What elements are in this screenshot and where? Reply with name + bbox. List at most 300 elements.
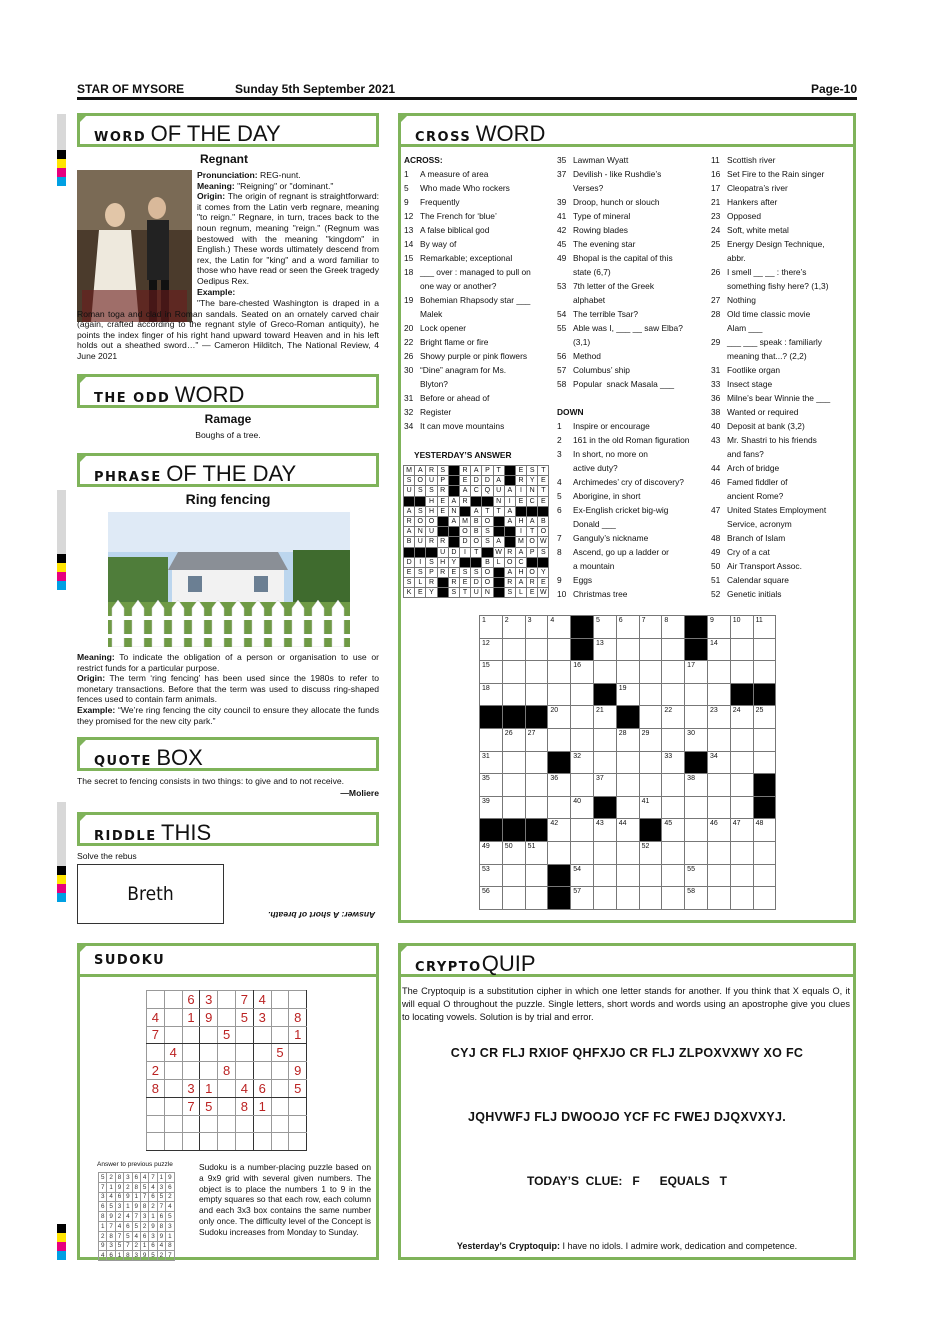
clue-number: 47 (711, 505, 721, 515)
crossword-cell[interactable]: 14 (707, 638, 730, 661)
crossword-cell[interactable] (753, 728, 776, 751)
crossword-cell[interactable] (525, 661, 548, 684)
crossword-cell[interactable] (593, 661, 616, 684)
clue (711, 447, 764, 461)
prev-sudoku-cell: 4 (140, 1173, 148, 1183)
crossword-cell[interactable] (730, 661, 753, 684)
prev-sudoku-cell: 7 (124, 1241, 132, 1251)
crossword-cell[interactable]: 2 (502, 616, 525, 639)
sudoku-cell[interactable] (218, 1115, 236, 1133)
crossword-cell[interactable]: 26 (502, 728, 525, 751)
prev-sudoku-cell: 3 (132, 1251, 140, 1261)
prev-sudoku-cell: 8 (157, 1221, 165, 1231)
crossword-cell[interactable] (685, 683, 708, 706)
clue (404, 391, 489, 405)
crossword-cell[interactable] (593, 864, 616, 887)
prev-sudoku-cell: 6 (124, 1221, 132, 1231)
crossword-cell[interactable]: 15 (480, 661, 503, 684)
crossword-cell[interactable] (730, 774, 753, 797)
clue (557, 447, 648, 461)
crossword-cell[interactable] (616, 774, 639, 797)
header-big: THIS (161, 820, 212, 845)
crossword-cell[interactable]: 40 (571, 796, 594, 819)
crossword-cell[interactable]: 13 (593, 638, 616, 661)
clue-number: 5 (404, 183, 409, 193)
sudoku-cell[interactable] (147, 1133, 165, 1151)
crossword-cell[interactable] (662, 661, 685, 684)
sudoku-cell[interactable] (147, 991, 165, 1009)
crossword-cell[interactable] (502, 751, 525, 774)
sudoku-cell[interactable] (218, 1133, 236, 1151)
crossword-cell[interactable] (548, 796, 571, 819)
clue (404, 293, 530, 307)
crossword-cell[interactable]: 41 (639, 796, 662, 819)
crossword-cell[interactable] (593, 728, 616, 751)
sudoku-cell[interactable] (235, 1115, 253, 1133)
clue (404, 237, 456, 251)
crossword-cell[interactable]: 34 (707, 751, 730, 774)
clue-number: 52 (711, 589, 721, 599)
crossword-cell[interactable]: 27 (525, 728, 548, 751)
crossword-cell[interactable]: 50 (502, 841, 525, 864)
sudoku-cell[interactable] (164, 1008, 182, 1026)
crossword-cell[interactable] (730, 864, 753, 887)
crossword-cell[interactable] (571, 706, 594, 729)
crossword-cell[interactable] (525, 796, 548, 819)
crossword-cell[interactable] (525, 683, 548, 706)
sudoku-cell[interactable] (271, 991, 289, 1009)
crossword-cell[interactable] (571, 774, 594, 797)
crossword-cell[interactable] (662, 774, 685, 797)
crossword-cell[interactable]: 55 (685, 864, 708, 887)
prev-sudoku-cell: 3 (157, 1182, 165, 1192)
crossword-cell[interactable] (730, 796, 753, 819)
crossword-cell[interactable]: 49 (480, 841, 503, 864)
clue (404, 349, 527, 363)
crossword-cell[interactable] (707, 841, 730, 864)
crossword-cell[interactable] (571, 841, 594, 864)
sudoku-cell[interactable]: 7 (182, 1097, 200, 1115)
prev-sudoku-cell: 9 (157, 1231, 165, 1241)
crossword-cell[interactable] (502, 864, 525, 887)
crossword-cell[interactable] (707, 864, 730, 887)
prev-sudoku-cell: 3 (107, 1241, 115, 1251)
sudoku-cell[interactable]: 5 (200, 1097, 218, 1115)
crossword-cell[interactable] (525, 864, 548, 887)
sudoku-cell[interactable]: 1 (253, 1097, 271, 1115)
crossword-cell[interactable] (616, 887, 639, 910)
crossword-cell[interactable]: 21 (593, 706, 616, 729)
answer-cell: S (426, 557, 437, 567)
sudoku-cell[interactable] (182, 1026, 200, 1044)
answer-cell: D (404, 557, 415, 567)
sudoku-cell[interactable] (253, 1062, 271, 1080)
sudoku-cell[interactable] (235, 1026, 253, 1044)
crossword-cell[interactable] (662, 638, 685, 661)
crossword-cell[interactable] (548, 683, 571, 706)
sudoku-cell[interactable] (164, 1026, 182, 1044)
clue-text: one way or another? (420, 281, 497, 291)
sudoku-cell[interactable]: 6 (182, 991, 200, 1009)
sudoku-cell[interactable] (218, 1079, 236, 1097)
crossword-cell[interactable] (730, 728, 753, 751)
answer-cell: T (538, 466, 549, 476)
crossword-cell[interactable] (707, 661, 730, 684)
crossword-cell[interactable]: 38 (685, 774, 708, 797)
answer-cell: N (482, 588, 493, 598)
sudoku-cell[interactable] (271, 1115, 289, 1133)
sudoku-cell[interactable]: 5 (289, 1079, 307, 1097)
crossword-cell[interactable] (639, 887, 662, 910)
crossword-cell[interactable]: 8 (662, 616, 685, 639)
crossword-cell[interactable] (593, 751, 616, 774)
sudoku-cell[interactable]: 9 (200, 1008, 218, 1026)
sudoku-cell[interactable]: 2 (147, 1062, 165, 1080)
crossword-cell[interactable] (730, 751, 753, 774)
clue (557, 265, 611, 279)
crossword-cell[interactable]: 54 (571, 864, 594, 887)
crossword-cell[interactable]: 24 (730, 706, 753, 729)
crossword-cell[interactable] (730, 887, 753, 910)
clue (557, 573, 592, 587)
crossword-cell[interactable] (525, 887, 548, 910)
clue-text: Opposed (727, 211, 761, 221)
answer-black-cell (482, 547, 493, 557)
clue (711, 237, 825, 251)
crossword-cell[interactable]: 7 (639, 616, 662, 639)
crossword-cell[interactable] (685, 706, 708, 729)
sudoku-cell[interactable] (164, 1079, 182, 1097)
crossword-cell[interactable] (502, 774, 525, 797)
crossword-cell[interactable]: 58 (685, 887, 708, 910)
crossword-cell[interactable] (616, 841, 639, 864)
sudoku-cell[interactable] (271, 1062, 289, 1080)
crossword-cell[interactable] (753, 638, 776, 661)
sudoku-cell[interactable]: 1 (289, 1026, 307, 1044)
sudoku-cell[interactable]: 8 (147, 1079, 165, 1097)
crossword-cell[interactable]: 43 (593, 819, 616, 842)
answer-cell: R (426, 578, 437, 588)
clue-number: 26 (404, 351, 414, 361)
sudoku-cell[interactable] (164, 991, 182, 1009)
crossword-cell[interactable]: 48 (753, 819, 776, 842)
answer-cell: N (493, 496, 504, 506)
crossword-cell[interactable]: 28 (616, 728, 639, 751)
crossword-cell[interactable] (548, 638, 571, 661)
crossword-cell[interactable]: 4 (548, 616, 571, 639)
crossword-cell[interactable] (502, 683, 525, 706)
crossword-cell[interactable]: 23 (707, 706, 730, 729)
sudoku-cell[interactable] (182, 1062, 200, 1080)
answer-cell: A (504, 516, 515, 526)
crossword-cell[interactable]: 10 (730, 616, 753, 639)
sudoku-cell[interactable] (200, 1133, 218, 1151)
sudoku-cell[interactable] (271, 1079, 289, 1097)
sudoku-cell[interactable]: 4 (235, 1079, 253, 1097)
clue-number: 42 (557, 225, 567, 235)
crossword-cell[interactable]: 22 (662, 706, 685, 729)
sudoku-cell[interactable] (218, 1044, 236, 1062)
crossword-cell[interactable] (502, 661, 525, 684)
crossword-cell[interactable]: 53 (480, 864, 503, 887)
sudoku-cell[interactable]: 5 (235, 1008, 253, 1026)
crossword-grid[interactable] (479, 615, 776, 910)
clue (404, 405, 451, 419)
crossword-cell[interactable]: 45 (662, 819, 685, 842)
phrase-header (77, 453, 379, 487)
crossword-cell[interactable]: 44 (616, 819, 639, 842)
sudoku-cell[interactable]: 1 (182, 1008, 200, 1026)
crossword-cell[interactable] (707, 774, 730, 797)
crossword-cell[interactable] (662, 841, 685, 864)
crossword-cell[interactable]: 52 (639, 841, 662, 864)
sudoku-cell[interactable] (289, 1097, 307, 1115)
crossword-cell[interactable]: 39 (480, 796, 503, 819)
sudoku-cell[interactable] (289, 1133, 307, 1151)
crossword-cell[interactable] (616, 661, 639, 684)
crossword-cell[interactable]: 17 (685, 661, 708, 684)
crossword-cell[interactable]: 42 (548, 819, 571, 842)
crossword-cell[interactable] (548, 661, 571, 684)
crossword-cell[interactable]: 25 (753, 706, 776, 729)
prev-sudoku-cell: 5 (166, 1212, 174, 1222)
crossword-cell[interactable] (707, 887, 730, 910)
clue (404, 251, 512, 265)
crossword-cell[interactable]: 31 (480, 751, 503, 774)
crossword-cell[interactable] (571, 683, 594, 706)
crossword-cell[interactable]: 35 (480, 774, 503, 797)
answer-cell: O (415, 476, 426, 486)
sudoku-cell[interactable] (164, 1097, 182, 1115)
crossword-cell[interactable] (502, 638, 525, 661)
answer-cell: A (504, 506, 515, 516)
crossword-cell[interactable]: 47 (730, 819, 753, 842)
sudoku-cell[interactable] (289, 1044, 307, 1062)
sudoku-cell[interactable]: 7 (235, 991, 253, 1009)
clue (557, 223, 628, 237)
crossword-cell[interactable] (730, 841, 753, 864)
sudoku-cell[interactable]: 4 (147, 1008, 165, 1026)
sudoku-cell[interactable] (289, 991, 307, 1009)
origin: The origin of regnant is straightforward: it comes from the Latin verb regnare, meaning "to reign." Regnare, in turn, traces back to the noun regnum, meaning "reign." (Regnum was bestowed with the meaning "kingdom" in English.) These words ultimately descend from rex, the Latin for "king" and a word familiar to those who have read or seen the Greek tragedy Oedipus Rex. (197, 191, 380, 286)
answer-cell: T (493, 506, 504, 516)
crossword-cell[interactable]: 51 (525, 841, 548, 864)
crossword-cell[interactable] (707, 683, 730, 706)
sudoku-cell[interactable] (271, 1133, 289, 1151)
answer-cell: W (538, 537, 549, 547)
sudoku-cell[interactable] (289, 1115, 307, 1133)
sudoku-cell[interactable] (147, 1044, 165, 1062)
crossword-cell[interactable] (685, 819, 708, 842)
sudoku-cell[interactable] (218, 1008, 236, 1026)
clue (557, 545, 669, 559)
crossword-cell[interactable]: 11 (753, 616, 776, 639)
crossword-cell[interactable] (707, 796, 730, 819)
sudoku-cell[interactable] (271, 1097, 289, 1115)
crossword-cell[interactable] (753, 661, 776, 684)
prev-sudoku-cell: 9 (115, 1182, 123, 1192)
crossword-cell[interactable] (571, 728, 594, 751)
sudoku-cell[interactable]: 4 (164, 1044, 182, 1062)
sudoku-cell[interactable] (253, 1026, 271, 1044)
sudoku-cell[interactable] (200, 1115, 218, 1133)
crossword-cell[interactable] (616, 751, 639, 774)
clue (557, 391, 573, 405)
crossword-cell[interactable] (753, 864, 776, 887)
clue (711, 391, 830, 405)
crossword-cell[interactable] (685, 796, 708, 819)
sudoku-cell[interactable] (164, 1115, 182, 1133)
sudoku-cell[interactable]: 3 (253, 1008, 271, 1026)
sudoku-grid[interactable] (146, 990, 307, 1151)
crossword-cell[interactable] (502, 887, 525, 910)
crossword-cell[interactable] (753, 751, 776, 774)
answer-cell: S (471, 567, 482, 577)
sudoku-cell[interactable]: 6 (253, 1079, 271, 1097)
prev-sudoku-cell: 7 (166, 1251, 174, 1261)
crossword-cell[interactable] (662, 887, 685, 910)
crossword-cell[interactable]: 30 (685, 728, 708, 751)
crossword-cell[interactable] (525, 638, 548, 661)
crossword-cell[interactable] (639, 706, 662, 729)
crossword-cell[interactable] (639, 638, 662, 661)
sudoku-cell[interactable]: 5 (218, 1026, 236, 1044)
answer-black-cell (448, 476, 459, 486)
crossword-cell[interactable] (639, 683, 662, 706)
crossword-cell[interactable]: 37 (593, 774, 616, 797)
sudoku-cell[interactable]: 5 (271, 1044, 289, 1062)
sudoku-cell[interactable] (164, 1133, 182, 1151)
sudoku-cell[interactable]: 8 (235, 1097, 253, 1115)
crossword-cell[interactable] (548, 728, 571, 751)
crossword-cell[interactable]: 46 (707, 819, 730, 842)
crossword-black-cell (753, 774, 776, 797)
word-title: Regnant (200, 152, 248, 166)
crossword-cell[interactable]: 18 (480, 683, 503, 706)
sudoku-cell[interactable]: 4 (253, 991, 271, 1009)
crossword-cell[interactable] (753, 841, 776, 864)
crossword-cell[interactable] (571, 819, 594, 842)
crossword-cell[interactable]: 1 (480, 616, 503, 639)
sudoku-cell[interactable] (147, 1115, 165, 1133)
crossword-cell[interactable]: 19 (616, 683, 639, 706)
crossword-cell[interactable] (616, 796, 639, 819)
crossword-cell[interactable] (502, 796, 525, 819)
crossword-cell[interactable] (616, 864, 639, 887)
crossword-cell[interactable]: 29 (639, 728, 662, 751)
crossword-cell[interactable] (593, 841, 616, 864)
crossword-cell[interactable] (639, 661, 662, 684)
answer-cell: U (404, 486, 415, 496)
sudoku-cell[interactable]: 7 (147, 1026, 165, 1044)
crossword-cell[interactable] (616, 638, 639, 661)
crossword-cell[interactable] (593, 887, 616, 910)
crossword-cell[interactable]: 33 (662, 751, 685, 774)
clue (711, 377, 772, 391)
sudoku-cell[interactable]: 8 (218, 1062, 236, 1080)
answer-cell: D (471, 578, 482, 588)
sudoku-cell[interactable]: 9 (289, 1062, 307, 1080)
crossword-cell[interactable]: 9 (707, 616, 730, 639)
crossword-cell[interactable]: 16 (571, 661, 594, 684)
sudoku-cell[interactable] (271, 1008, 289, 1026)
crossword-cell[interactable]: 56 (480, 887, 503, 910)
crossword-cell[interactable] (707, 728, 730, 751)
sudoku-cell[interactable] (271, 1026, 289, 1044)
crossword-cell[interactable]: 5 (593, 616, 616, 639)
sudoku-cell[interactable] (182, 1115, 200, 1133)
sudoku-cell[interactable]: 3 (182, 1079, 200, 1097)
crossword-cell[interactable] (753, 887, 776, 910)
sudoku-cell[interactable] (147, 1097, 165, 1115)
crossword-cell[interactable]: 6 (616, 616, 639, 639)
sudoku-cell[interactable] (200, 1062, 218, 1080)
riddle-rebus: Breth (77, 864, 224, 924)
crossword-cell[interactable] (548, 841, 571, 864)
crossword-cell[interactable]: 3 (525, 616, 548, 639)
crossword-cell[interactable]: 12 (480, 638, 503, 661)
answer-cell: R (459, 496, 470, 506)
crossword-cell[interactable]: 20 (548, 706, 571, 729)
crossword-cell[interactable] (525, 774, 548, 797)
clue-number: 55 (557, 323, 567, 333)
crossword-cell[interactable] (662, 796, 685, 819)
sudoku-cell[interactable]: 8 (289, 1008, 307, 1026)
sudoku-cell[interactable] (218, 991, 236, 1009)
sudoku-cell[interactable] (253, 1115, 271, 1133)
sudoku-cell[interactable] (182, 1133, 200, 1151)
sudoku-cell[interactable] (182, 1044, 200, 1062)
answer-cell: R (426, 537, 437, 547)
answer-cell: I (515, 527, 526, 537)
sudoku-cell[interactable] (235, 1062, 253, 1080)
crossword-cell[interactable]: 32 (571, 751, 594, 774)
clue (404, 363, 506, 377)
crossword-cell[interactable] (525, 751, 548, 774)
crossword-cell[interactable] (662, 864, 685, 887)
sudoku-cell[interactable] (218, 1097, 236, 1115)
cryptoquip-clue: TODAY’S CLUE: F EQUALS T (526, 1174, 728, 1188)
crossword-cell[interactable]: 57 (571, 887, 594, 910)
clue (557, 475, 684, 489)
sudoku-cell[interactable]: 1 (200, 1079, 218, 1097)
crossword-cell[interactable]: 36 (548, 774, 571, 797)
sudoku-cell[interactable] (200, 1044, 218, 1062)
clue-text: alphabet (573, 295, 606, 305)
clue (557, 251, 673, 265)
prev-sudoku-cell: 3 (124, 1173, 132, 1183)
crossword-cell[interactable] (639, 751, 662, 774)
crossword-cell[interactable] (685, 841, 708, 864)
crossword-cell[interactable] (662, 683, 685, 706)
crossword-cell[interactable] (730, 638, 753, 661)
sudoku-cell[interactable] (235, 1044, 253, 1062)
crossword-cell[interactable] (480, 728, 503, 751)
sudoku-cell[interactable] (253, 1133, 271, 1151)
sudoku-cell[interactable] (235, 1133, 253, 1151)
sudoku-cell[interactable]: 3 (200, 991, 218, 1009)
crossword-cell[interactable] (662, 728, 685, 751)
sudoku-cell[interactable] (200, 1026, 218, 1044)
answer-cell: L (493, 557, 504, 567)
sudoku-cell[interactable] (164, 1062, 182, 1080)
clue-number: 13 (404, 225, 414, 235)
crossword-cell[interactable] (639, 774, 662, 797)
answer-cell: A (459, 486, 470, 496)
swatch-cyan (57, 177, 66, 186)
sudoku-cell[interactable] (253, 1044, 271, 1062)
crossword-cell[interactable] (639, 864, 662, 887)
